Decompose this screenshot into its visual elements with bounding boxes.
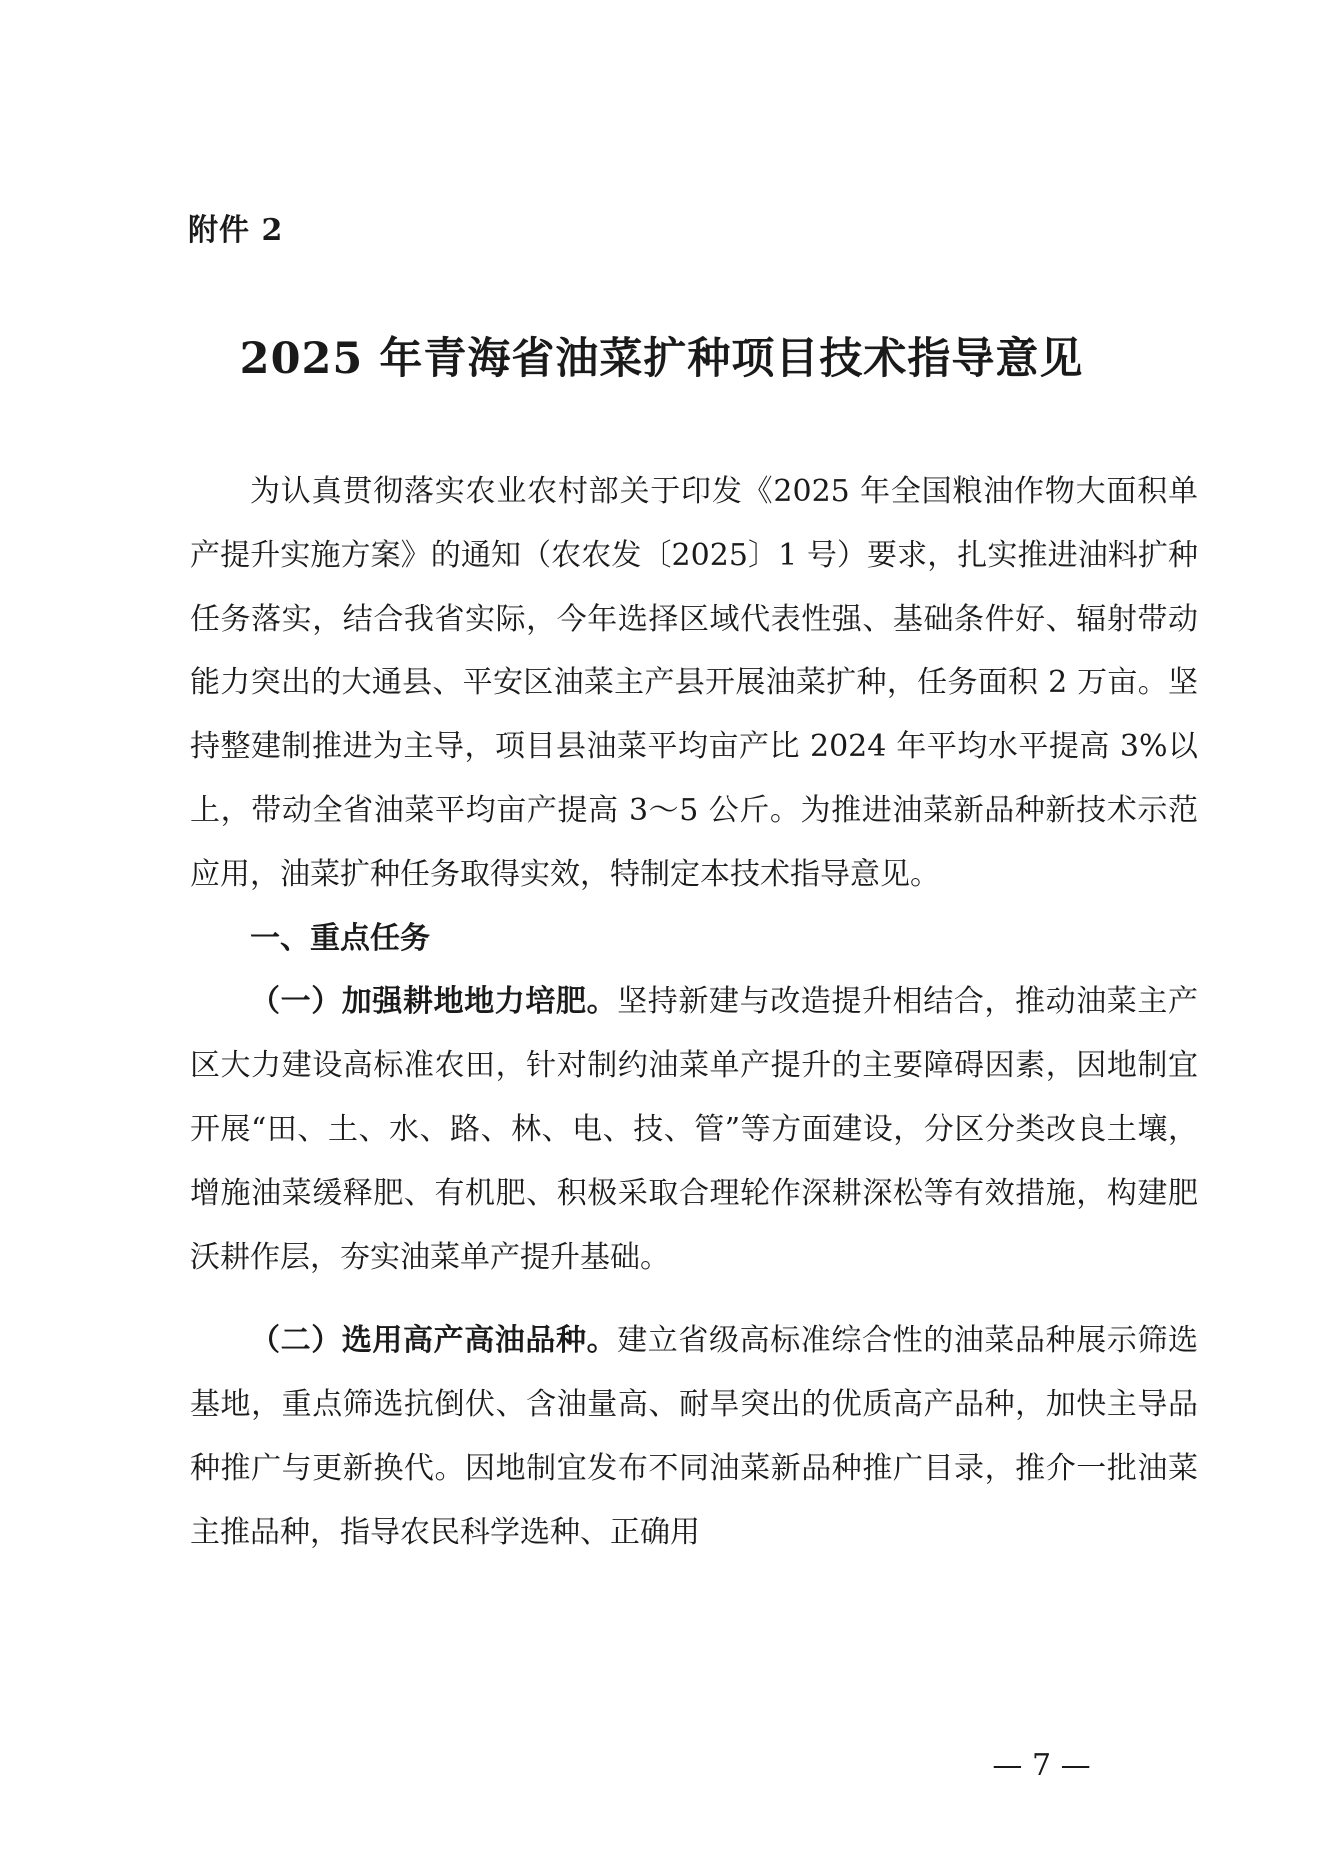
item-2-text: 建立省级高标准综合性的油菜品种展示筛选基地，重点筛选抗倒伏、含油量高、耐旱突出的优质高产品种，加快主导品种推广与更新换代。因地制宜发布不同油菜新品种推广目录，推介一批油菜主推品种，指导农民科学选种、正确用 xyxy=(190,1323,1199,1550)
item-1-text: 坚持新建与改造提升相结合，推动油菜主产区大力建设高标准农田，针对制约油菜单产提升的主要障碍因素，因地制宜开展“田、土、水、路、林、电、技、管”等方面建设，分区分类改良土壤，增施油菜缓释肥、有机肥、积极采取合理轮作深耕深松等有效措施，构建肥沃耕作层，夯实油菜单产提升基础。 xyxy=(190,984,1199,1275)
attachment-label: 附件 2 xyxy=(188,213,284,248)
document-body xyxy=(190,460,1198,1565)
intro-paragraph: 为认真贯彻落实农业农村部关于印发《2025 年全国粮油作物大面积单产提升实施方案》的通知（农农发〔2025〕1 号）要求，扎实推进油料扩种任务落实，结合我省实际，今年选择区域代表性强、基础条件好、辐射带动能力突出的大通县、平安区油菜主产县开展油菜扩种，任务面积 2 万亩。坚持整建制推进为主导，项目县油菜平均亩产比 2024 年平均水平提高 3%以上，带动全省油菜平均亩产提高 3～5 公斤。为推进油菜新品种新技术示范应用，油菜扩种任务取得实效，特制定本技术指导意见。 xyxy=(190,474,1198,892)
item-2-paragraph xyxy=(190,1309,1198,1564)
page-number: — 7 — xyxy=(992,1748,1091,1783)
section-heading: 一、重点任务 xyxy=(250,920,430,956)
item-2-lead: （二）选用高产高油品种。 xyxy=(250,1323,618,1359)
item-1-paragraph xyxy=(190,970,1198,1289)
document-title: 2025 年青海省油菜扩种项目技术指导意见 xyxy=(239,334,1084,384)
paragraph-spacer xyxy=(190,1289,1198,1309)
item-1-lead: （一）加强耕地地力培肥。 xyxy=(250,984,618,1020)
